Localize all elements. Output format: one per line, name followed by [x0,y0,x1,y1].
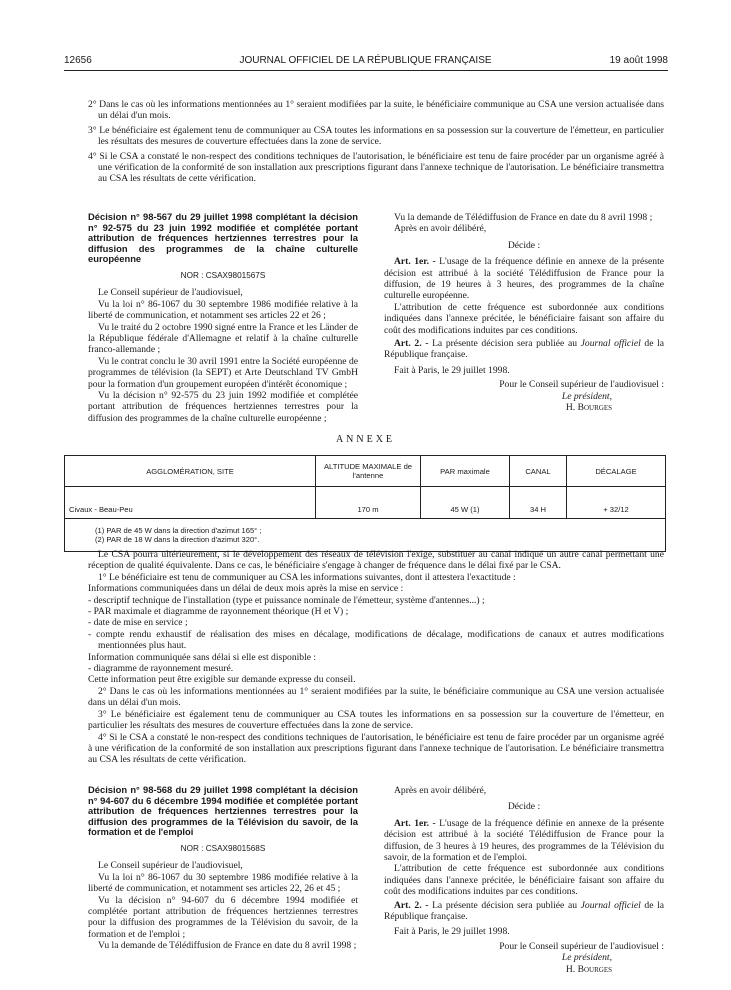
annex-header-site: AGGLOMÉRATION, SITE [65,456,316,487]
decision1-left [88,212,358,424]
decision2-title: Décision n° 98-568 du 29 juillet 1998 complétant la décision n° 94-607 du 6 décembre 1994 modifiée et complétée portant attribution de fréquences hertziennes terrestres pour la diffusion des programmes de la Télévision du savoir, de la formation et de l'emploi [88,784,358,838]
decision2-para: Le Conseil supérieur de l'audiovisuel, [98,860,243,872]
annex-para: Informations communiquées dans un délai de deux mois après la mise en service : [88,583,404,595]
annex-para: - descriptif technique de l'installation (type et puissance nominale de l'émetteur, système d'antennes...) ; [88,594,485,606]
page-number: 12656 [64,55,92,66]
decision2-sign-name: H. Bourges [565,963,612,975]
annex-para: Cette information peut être exigible sur demande expresse du conseil. [88,674,356,686]
issue-date: 19 août 1998 [609,55,668,66]
annex-header-canal: CANAL [510,456,567,487]
decision2-nor: NOR : CSAX9801568S [180,843,266,853]
annex-notes [65,519,666,552]
decision1-right [384,212,664,414]
annex-para: - compte rendu exhaustif de réalisation des mises en décalage, modifications de décalage, modifications de canaux et autres modifications mentionnées plus haut. [88,628,664,652]
decision2-article2 [384,900,664,923]
art2-journal: Journal officiel [580,338,641,350]
art2-journal: Journal officiel [580,899,641,911]
top-item: 3° Le bénéficiaire est également tenu de communiquer au CSA toutes les informations en sa possession sur la couverture de l'émetteur, en particulier les résultats des mesures de couverture effectuées dans la zone de service. [88,124,664,148]
art2-label: Art. 2. - [394,899,429,911]
art2-text: La présente décision sera publiée au [428,899,581,911]
decision2-para: Vu la demande de Télédiffusion de France en date du 8 avril 1998 ; [98,940,357,952]
annex-para: - date de mise en service ; [88,617,188,629]
decision1-article2 [384,338,664,361]
annex-cell-decalage: + 32/12 [567,487,666,519]
top-item: 2° Dans le cas où les informations mentionnées au 1° seraient modifiées par la suite, le bénéficiaire communique au CSA une version actualisée dans un délai d'un mois. [88,99,664,122]
decision2-sign-role: Le président, [561,952,612,964]
art2-text: La présente décision sera publiée au [428,338,581,350]
decision2-left [88,785,358,952]
decision2-right-para: Après en avoir délibéré, [394,785,487,796]
annex-para: - PAR maximale et diagramme de rayonnement théorique (H et V) ; [88,606,349,618]
table-row [65,487,666,519]
annex-header-decalage: DÉCALAGE [567,456,666,487]
decision2-sign-for: Pour le Conseil supérieur de l'audiovisuel : [499,940,664,952]
annex-para: Le CSA pourra ultérieurement, si le développement des réseaux de télévision l'exige, substituer au canal indiqué un autre canal permettant une réception de qualité équivalente. Dans ce cas, le bénéficiaire s'engage à changer de fréquence dans le délai fixé par le CSA. [88,549,664,572]
art2-text-end: de la République française. [384,338,665,361]
annex-para: 3° Le bénéficiaire est également tenu de communiquer au CSA toutes les informations en sa possession sur la couverture de l'émetteur, en particulier les résultats des mesures de couverture effectuées dans la zone de service. [88,708,664,732]
top-item: 4° Si le CSA a constaté le non-respect des conditions techniques de l'autorisation, le bénéficiaire est tenu de faire procéder par un organisme agréé à une vérification de la conformité de son installation aux prescriptions figurant dans l'annexe technique de l'autorisation. Le bénéficiaire transmettra au CSA les résultats de cette vérification. [88,150,664,185]
decision1-right-para: Après en avoir délibéré, [394,223,487,235]
annex-para: Information communiquée sans délai si elle est disponible : [88,651,317,663]
annex-notes-row [65,519,666,552]
decision2-right [384,785,664,975]
decision1-sign-for: Pour le Conseil supérieur de l'audiovisuel : [499,379,664,391]
art1-label: Art. 1er. - [394,817,436,829]
annex-text [88,549,664,766]
decision1-para: Vu le traité du 2 octobre 1990 signé entre la France et les Länder de la République fédérale d'Allemagne et relatif à la chaîne culturelle franco-allemande ; [88,321,358,356]
decision1-article1 [384,256,664,302]
annex-para: 4° Si le CSA a constaté le non-respect des conditions techniques de l'autorisation, le bénéficiaire est tenu de faire procéder par un organisme agréé à une vérification de la conformité de son installation aux prescriptions figurant dans l'annexe technique de l'autorisation. Le bénéficiaire transmettra au CSA les résultats de cette vérification. [88,731,664,766]
decision1-article1-para2: L'attribution de cette fréquence est subordonnée aux conditions indiquées dans l'annexe précitée, le bénéficiaire faisant son affaire du coût des modifications induites par ces conditions. [384,301,664,336]
annex-header-altitude: ALTITUDE MAXIMALE de l'antenne [316,456,421,487]
decision1-sign-role: Le président, [561,390,612,402]
annex-para: - diagramme de rayonnement mesuré. [88,663,234,675]
annex-cell-site: Civaux - Beau-Peu [65,487,316,519]
art2-label: Art. 2. - [394,338,429,350]
decision1-para: Vu la loi n° 86-1067 du 30 septembre 1986 modifiée relative à la liberté de communication, et notamment ses articles 22 et 26 ; [88,298,358,322]
decision2-para: Vu la loi n° 86-1067 du 30 septembre 1986 modifiée relative à la liberté de communication, et notamment ses articles 22, 26 et 45 ; [88,871,358,895]
art1-label: Art. 1er. - [394,256,436,268]
decision2-article1-para2: L'attribution de cette fréquence est subordonnée aux conditions indiquées dans l'annexe précitée, le bénéficiaire faisant son affaire du coût des modifications induites par ces conditions. [384,863,664,898]
annex-para: 2° Dans le cas où les informations mentionnées au 1° seraient modifiées par la suite, le bénéficiaire communique au CSA une version actualisée dans un délai d'un mois. [88,685,664,709]
decision1-right-para: Vu la demande de Télédiffusion de France en date du 8 avril 1998 ; [394,212,653,223]
header-rule [64,70,668,71]
annex-note: (1) PAR de 45 W dans la direction d'azimut 165° ; [95,526,262,535]
annex-cell-altitude: 170 m [316,487,421,519]
annex-cell-canal: 34 H [510,487,567,519]
decision1-sign-name: H. Bourges [565,402,612,414]
art1-text: L'usage de la fréquence définie en annexe de la présente décision est attribué à la société Télédiffusion de France pour la diffusion, de 19 heures à 3 heures, des programmes de la chaîne culturelle européenne. [384,256,664,302]
decision1-para: Vu la décision n° 92-575 du 23 juin 1992 modifiée et complétée portant attribution de fréquences hertziennes terrestres pour la diffusion des programmes de la chaîne culturelle européenne ; [88,390,358,424]
decision2-article1 [384,818,664,864]
decision1-para: Le Conseil supérieur de l'audiovisuel, [98,287,243,299]
art2-text-end: de la République française. [384,899,665,923]
top-items [88,99,664,185]
journal-title: JOURNAL OFFICIEL DE LA RÉPUBLIQUE FRANÇAISE [239,55,492,66]
decision1-nor: NOR : CSAX9801567S [180,270,266,280]
decision1-title: Décision n° 98-567 du 29 juillet 1998 complétant la décision n° 92-575 du 23 juin 1992 modifiée et complétée portant attribution de fréquences hertziennes terrestres pour la diffusion des programmes de la chaîne culturelle européenne [88,211,358,265]
decision2-para: Vu la décision n° 94-607 du 6 décembre 1994 modifiée et complétée portant attribution de fréquences hertziennes terrestres pour la diffusion des programmes de la Télévision du savoir, de la formation et de l'emploi ; [88,894,358,940]
art1-text: L'usage de la fréquence définie en annexe de la présente décision est attribué à la société Télédiffusion de France pour la diffusion, de 3 heures à 19 heures, des programmes de la Télévision du savoir, de la formation et de l'emploi. [384,817,664,864]
decision2-done: Fait à Paris, le 29 juillet 1998. [394,926,510,938]
annex-title: ANNEXE [335,434,396,445]
annex-note: (2) PAR de 18 W dans la direction d'azimut 320°. [95,535,260,544]
annex-table [64,455,666,552]
decision1-done: Fait à Paris, le 29 juillet 1998. [394,364,510,376]
annex-header-row [65,456,666,487]
decision1-para: Vu le contrat conclu le 30 avril 1991 entre la Société européenne de programmes de télévision (la SEPT) et Arte Deutschland TV GmbH pour la formation d'un groupement européen d'intérêt économique ; [88,355,358,390]
annex-para: 1° Le bénéficiaire est tenu de communiquer au CSA les informations suivantes, dont il attestera l'exactitude : [98,571,516,583]
annex-cell-par: 45 W (1) [421,487,510,519]
decision2-decide: Décide : [507,801,541,813]
annex-header-par: PAR maximale [421,456,510,487]
decision1-decide: Décide : [507,239,541,251]
